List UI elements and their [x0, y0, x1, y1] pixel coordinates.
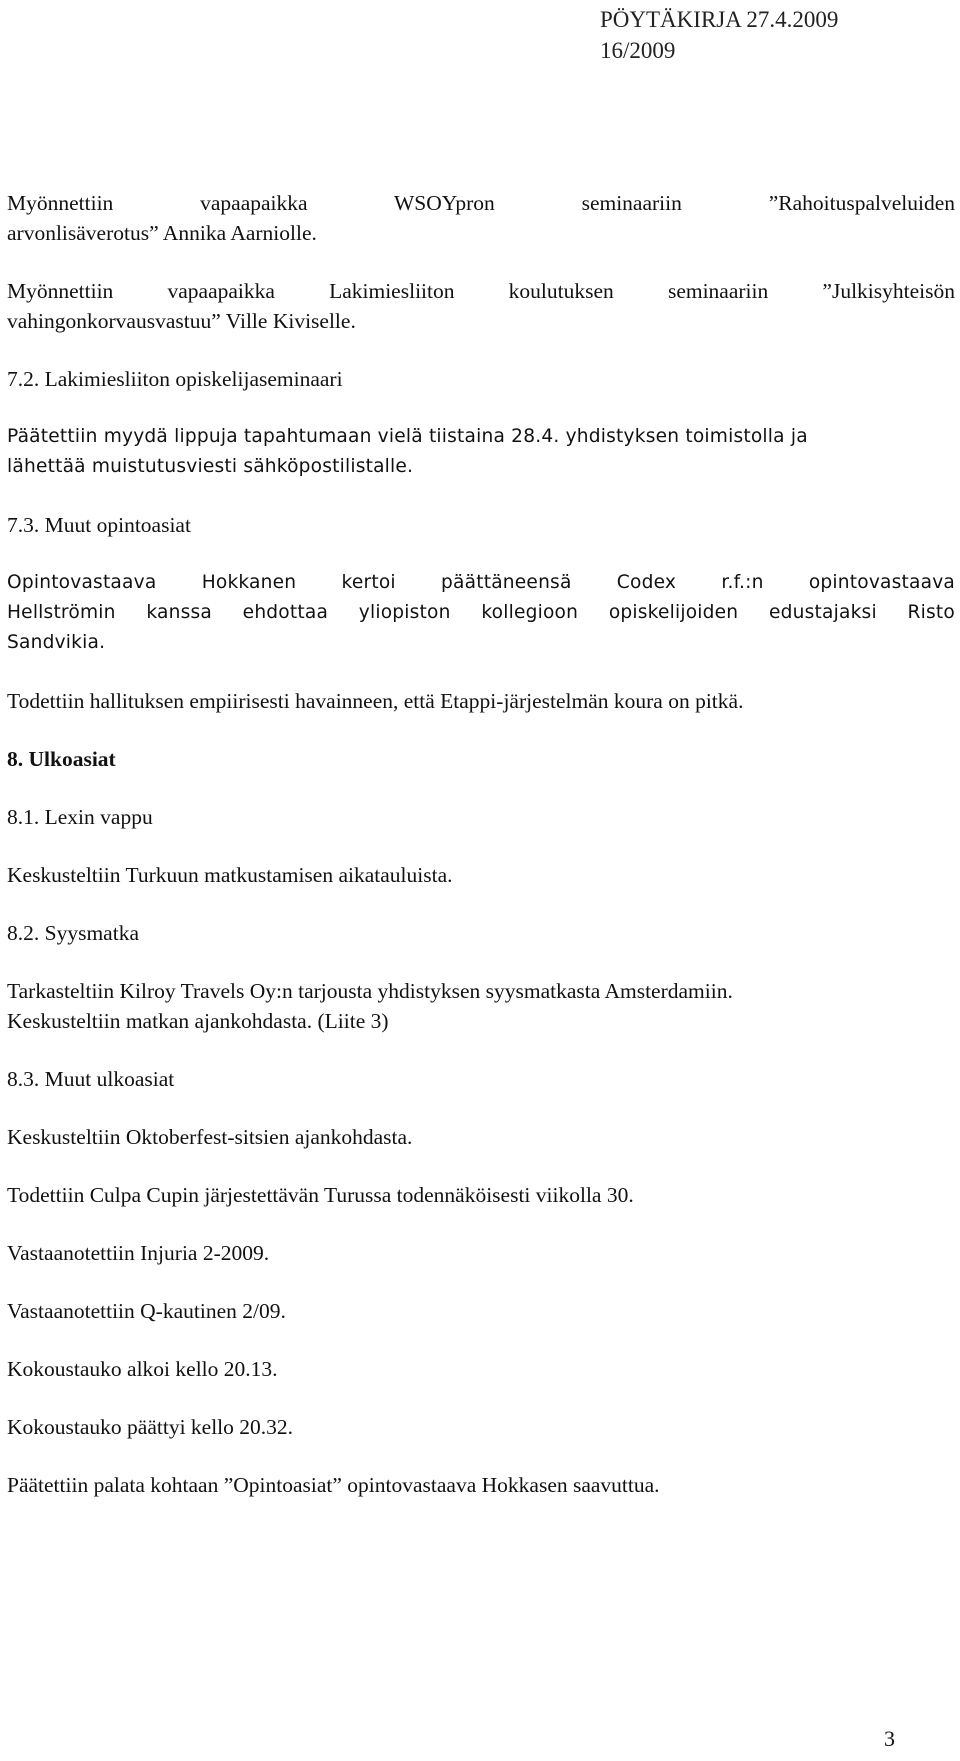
page-number: 3: [884, 1726, 895, 1751]
section-heading-8-3: 8.3. Muut ulkoasiat: [7, 1067, 175, 1091]
section-heading-7-2: 7.2. Lakimiesliiton opiskelijaseminaari: [7, 367, 343, 391]
paragraph-line: vahingonkorvausvastuu” Ville Kiviselle.: [7, 309, 356, 333]
paragraph-culpa-cup: Todettiin Culpa Cupin järjestettävän Turussa todennäköisesti viikolla 30.: [7, 1183, 634, 1207]
paragraph-q-kautinen: Vastaanotettiin Q-kautinen 2/09.: [7, 1299, 286, 1323]
paragraph-tauko-alkoi: Kokoustauko alkoi kello 20.13.: [7, 1357, 278, 1381]
paragraph-line: Myönnettiin vapaapaikka WSOYpron seminaariin ”Rahoituspalveluiden: [7, 191, 955, 215]
paragraph-line: Myönnettiin vapaapaikka Lakimiesliiton koulutuksen seminaariin ”Julkisyhteisön: [7, 279, 955, 303]
header-title: PÖYTÄKIRJA 27.4.2009: [600, 7, 839, 32]
paragraph-opintoasiat: Päätettiin palata kohtaan ”Opintoasiat” opintovastaava Hokkasen saavuttua.: [7, 1473, 660, 1497]
paragraph-line: Hellströmin kanssa ehdottaa yliopiston kollegioon opiskelijoiden edustajaksi Risto: [7, 602, 955, 623]
document-header: [600, 4, 920, 66]
paragraph-injuria: Vastaanotettiin Injuria 2-2009.: [7, 1241, 270, 1265]
paragraph-line: Keskusteltiin matkan ajankohdasta. (Liite 3): [7, 1009, 389, 1033]
section-heading-8: 8. Ulkoasiat: [7, 747, 116, 771]
paragraph-line: Tarkasteltiin Kilroy Travels Oy:n tarjousta yhdistyksen syysmatkasta Amsterdamiin.: [7, 979, 733, 1003]
document-body: [7, 188, 955, 1528]
paragraph-kilroy: [7, 976, 955, 1036]
paragraph-line: Sandvikia.: [7, 632, 106, 653]
header-number: 16/2009: [600, 38, 676, 63]
section-heading-7-3: 7.3. Muut opintoasiat: [7, 513, 191, 537]
paragraph-wsoypro: [7, 188, 955, 248]
section-heading-8-1: 8.1. Lexin vappu: [7, 805, 153, 829]
section-heading-8-2: 8.2. Syysmatka: [7, 921, 139, 945]
paragraph-turku: Keskusteltiin Turkuun matkustamisen aikatauluista.: [7, 863, 453, 887]
paragraph-line: arvonlisäverotus” Annika Aarniolle.: [7, 221, 317, 245]
paragraph-lippuja: [7, 422, 955, 482]
paragraph-line: lähettää muistutusviesti sähköpostilistalle.: [7, 456, 414, 477]
paragraph-opintovastaava: [7, 568, 955, 658]
paragraph-line: Päätettiin myydä lippuja tapahtumaan vielä tiistaina 28.4. yhdistyksen toimistolla ja: [7, 426, 808, 447]
paragraph-tauko-paattyi: Kokoustauko päättyi kello 20.32.: [7, 1415, 294, 1439]
paragraph-lakimiesliitto: [7, 276, 955, 336]
paragraph-oktoberfest: Keskusteltiin Oktoberfest-sitsien ajankohdasta.: [7, 1125, 413, 1149]
paragraph-etappi: Todettiin hallituksen empiirisesti havainneen, että Etappi-järjestelmän koura on pitkä.: [7, 689, 744, 713]
paragraph-line: Opintovastaava Hokkanen kertoi päättäneensä Codex r.f.:n opintovastaava: [7, 572, 955, 593]
